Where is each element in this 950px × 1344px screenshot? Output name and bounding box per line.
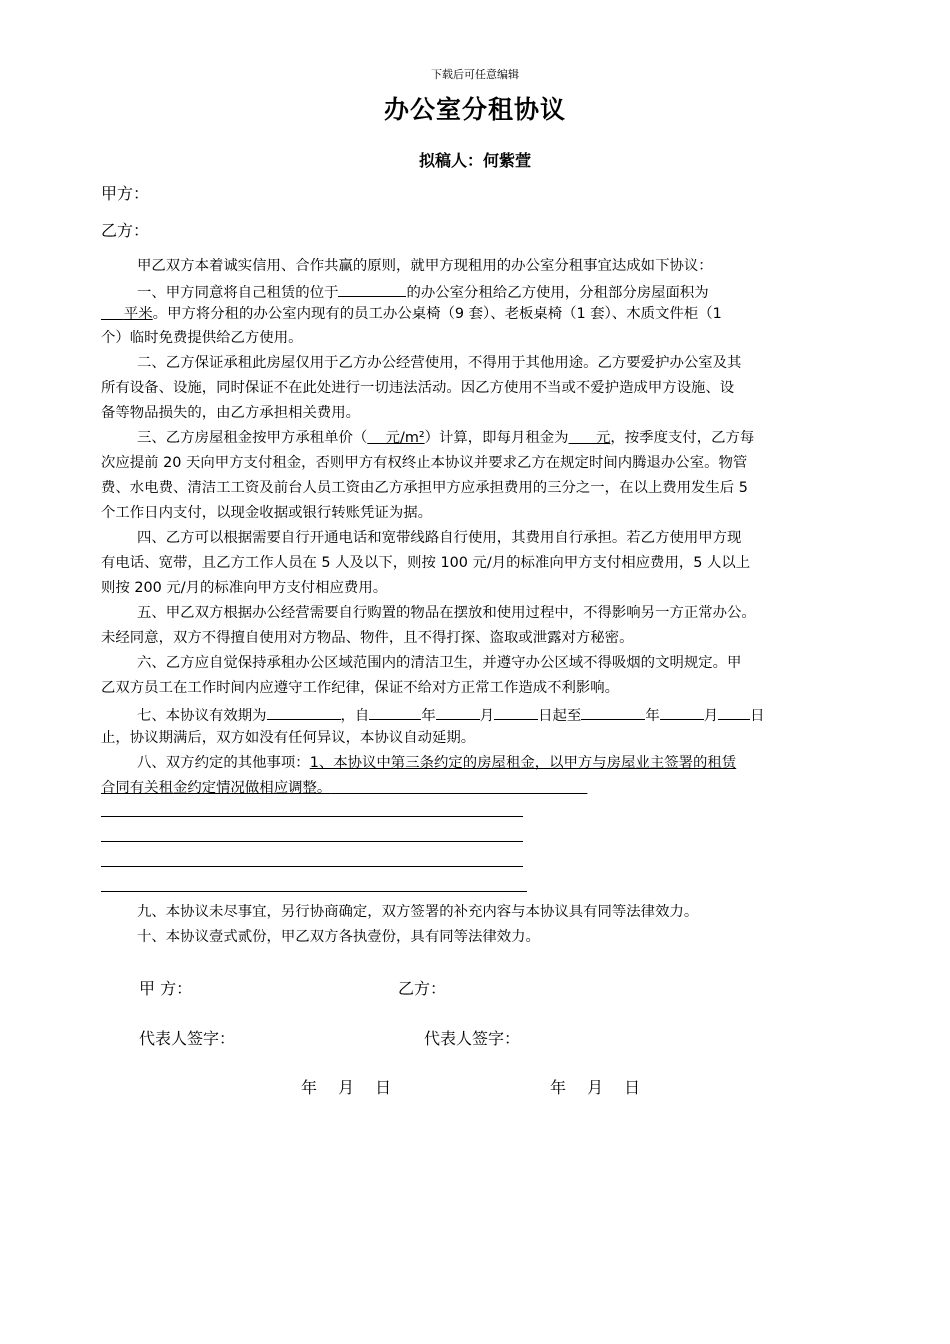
clause-1-line-1: 一、甲方同意将自己租赁的位于 的办公室分租给乙方使用，分租部分房屋面积为 <box>137 280 709 303</box>
area-blank[interactable]: 平米 <box>123 306 153 322</box>
clause-4-line-1: 四、乙方可以根据需要自行开通电话和宽带线路自行使用，其费用自行承担。若乙方使用甲方现 <box>137 530 742 546</box>
representative-signature-a[interactable]: 代表人签字： <box>139 1029 236 1048</box>
intro-paragraph: 甲乙双方本着诚实信用、合作共赢的原则，就甲方现租用的办公室分租事宜达成如下协议： <box>137 258 713 274</box>
end-year-blank[interactable] <box>581 703 645 720</box>
start-day-blank[interactable] <box>494 703 538 720</box>
clause-4-line-2: 有电话、宽带，且乙方工作人员在 5 人及以下，则按 100 元/月的标准向甲方支付相应费用，5 人以上 <box>101 555 751 571</box>
clause-7-line-2: 止，协议期满后，双方如没有任何异议，本协议自动延期。 <box>101 730 476 746</box>
signature-party-b: 乙方： <box>398 979 447 998</box>
other-terms-blank-line[interactable] <box>101 866 523 867</box>
clause-7-line-1: 七、本协议有效期为 ，自 年 月 日起至 年 月 日 <box>137 703 765 726</box>
clause-3-line-2: 次应提前 20 天向甲方支付租金，否则甲方有权终止本协议并要求乙方在规定时间内腾退办公室。物管 <box>101 455 748 471</box>
clause-8-line-2 <box>101 778 587 798</box>
clause-6-line-1: 六、乙方应自觉保持承租办公区域范围内的清洁卫生，并遵守办公区域不得吸烟的文明规定。甲 <box>137 655 742 671</box>
clause-3-line-1: 三、乙方房屋租金按甲方承租单价（ 元/m²）计算，即每月租金为 元，按季度支付，乙方每 <box>137 430 755 446</box>
clause-6-line-2: 乙双方员工在工作时间内应遵守工作纪律，保证不给对方正常工作造成不利影响。 <box>101 680 620 696</box>
clause-1-line-3: 个）临时免费提供给乙方使用。 <box>101 330 303 346</box>
clause-9: 九、本协议未尽事宜，另行协商确定，双方签署的补充内容与本协议具有同等法律效力。 <box>137 904 699 920</box>
start-year-blank[interactable] <box>369 703 421 720</box>
start-month-blank[interactable] <box>436 703 480 720</box>
clause-5-line-2: 未经同意，双方不得擅自使用对方物品、物件，且不得打探、盗取或泄露对方秘密。 <box>101 630 634 646</box>
signature-party-a: 甲 方： <box>139 979 193 998</box>
monthly-rent-blank[interactable]: 元 <box>595 430 611 446</box>
clause-3-line-4: 个工作日内支付，以现金收据或银行转账凭证为据。 <box>101 505 432 521</box>
clause-5-line-1: 五、甲乙双方根据办公经营需要自行购置的物品在摆放和使用过程中，不得影响另一方正常办公。 <box>137 605 756 621</box>
other-terms-blank-line[interactable] <box>101 816 523 817</box>
clause-2-line-3: 备等物品损失的，由乙方承担相关费用。 <box>101 405 361 421</box>
signature-date-a[interactable]: 年 月 日 <box>301 1078 392 1097</box>
clause-1-line-2: 平米。甲方将分租的办公室内现有的员工办公桌椅（9 套）、老板桌椅（1 套）、木质文件柜（1 <box>101 304 722 324</box>
party-b-label: 乙方： <box>101 221 150 240</box>
end-day-blank[interactable] <box>718 703 750 720</box>
other-terms-blank-line[interactable] <box>101 841 523 842</box>
location-blank[interactable] <box>338 280 406 297</box>
end-month-blank[interactable] <box>660 703 704 720</box>
header-note: 下载后可任意编辑 <box>431 68 519 81</box>
term-blank[interactable] <box>267 703 341 720</box>
other-terms-text-2[interactable]: 合同有关租金约定情况做相应调整。 <box>101 780 332 796</box>
clause-2-line-2: 所有设备、设施，同时保证不在此处进行一切违法活动。因乙方使用不当或不爱护造成甲方设施、设 <box>101 380 735 396</box>
clause-3-line-3: 费、水电费、清洁工工资及前台人员工资由乙方承担甲方应承担费用的三分之一，在以上费用发生后 5 <box>101 480 748 496</box>
other-terms-blank-line[interactable] <box>101 891 527 892</box>
clause-8-line-1: 八、双方约定的其他事项：1、本协议中第三条约定的房屋租金，以甲方与房屋业主签署的租赁 <box>137 755 737 771</box>
other-terms-text-1[interactable]: 1、本协议中第三条约定的房屋租金，以甲方与房屋业主签署的租赁 <box>309 755 737 771</box>
clause-2-line-1: 二、乙方保证承租此房屋仅用于乙方办公经营使用，不得用于其他用途。乙方要爱护办公室及其 <box>137 355 742 371</box>
representative-signature-b[interactable]: 代表人签字： <box>424 1029 521 1048</box>
signature-date-b[interactable]: 年 月 日 <box>550 1078 641 1097</box>
page-title: 办公室分租协议 <box>383 95 566 124</box>
clause-4-line-3: 则按 200 元/月的标准向甲方支付相应费用。 <box>101 580 388 596</box>
party-a-label: 甲方： <box>101 184 150 203</box>
drafter: 拟稿人：何紫萱 <box>418 151 531 170</box>
clause-10: 十、本协议壹式贰份，甲乙双方各执壹份，具有同等法律效力。 <box>137 929 540 945</box>
unit-price-blank[interactable]: 元/m² <box>385 430 425 446</box>
